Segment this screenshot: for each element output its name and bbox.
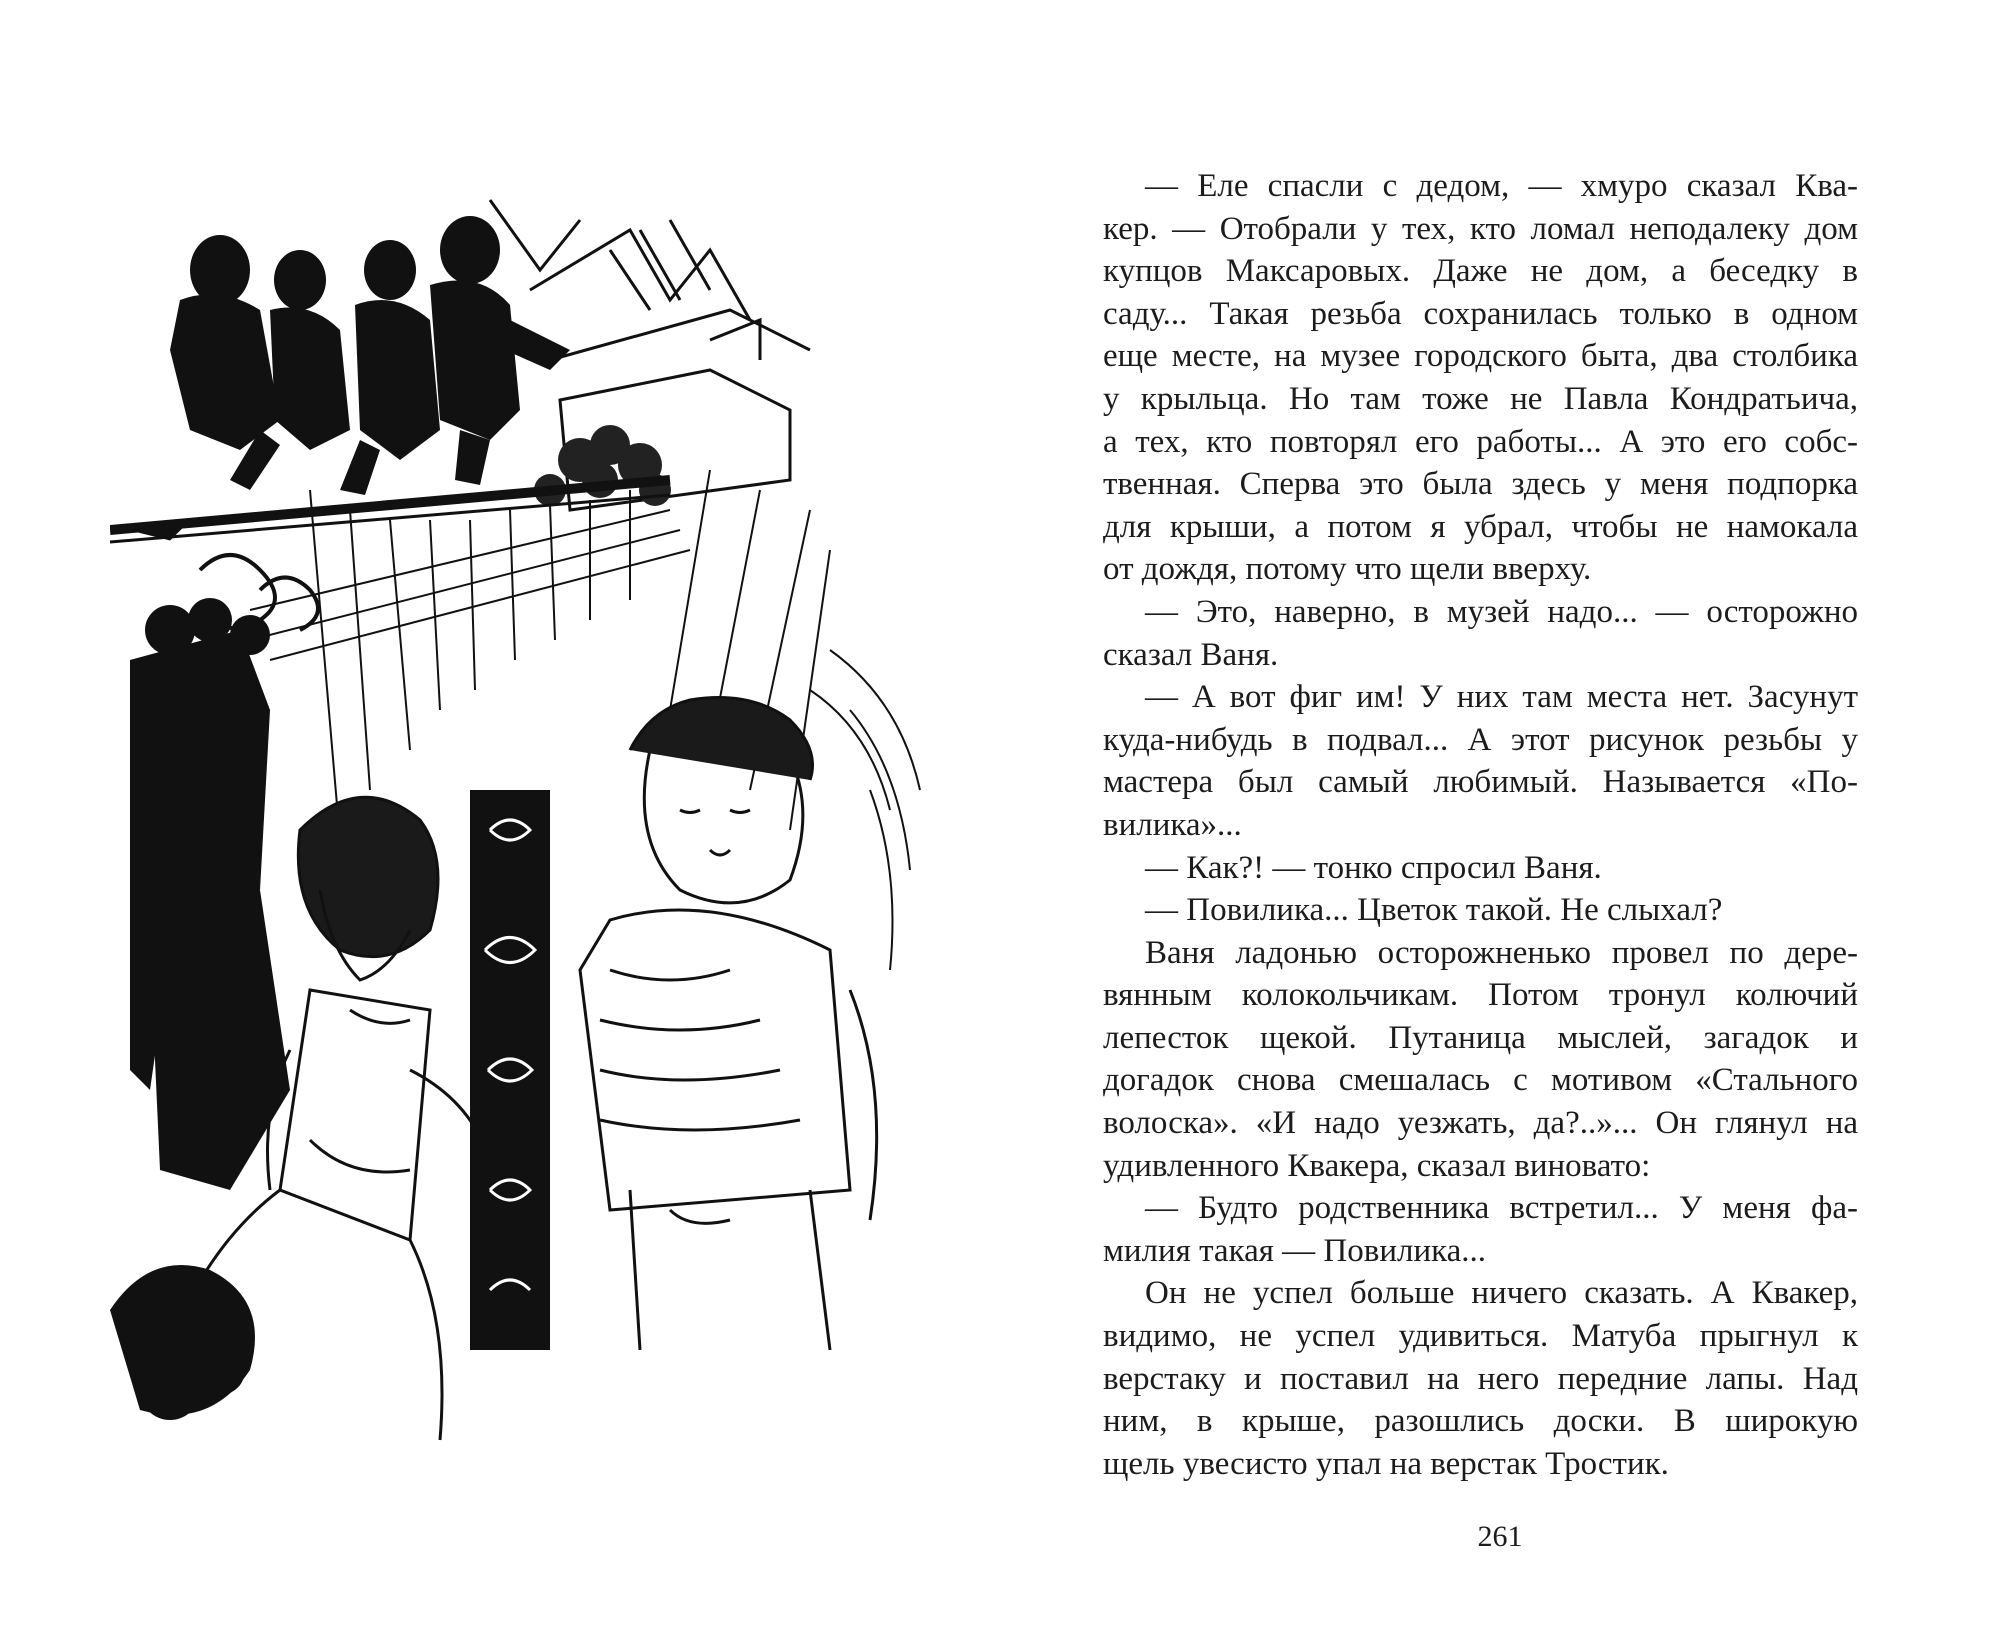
text-line: — Это, наверно, в музей надо... — осторожно [1145, 593, 1858, 630]
text-line: видимо, не успел удивиться. Матуба прыгнул к [1103, 1318, 1858, 1355]
wall-beam [110, 480, 670, 542]
text-line: волоска». «И надо уезжать, да?..»... Он глянул на [1103, 1105, 1858, 1142]
text-line: для крыши, а потом я убрал, чтобы не намокала [1103, 508, 1858, 545]
text-line: милия такая — Повилика... [1103, 1232, 1487, 1269]
text-line: — Еле спасли с дедом, — хмуро сказал Ква- [1145, 168, 1858, 204]
text-line: ним, в крыше, разошлись доски. В широкую [1103, 1403, 1858, 1440]
text-line: от дождя, потому что щели вверху. [1103, 551, 1592, 588]
text-line: у крыльца. Но там тоже не Павла Кондратьича, [1103, 380, 1858, 417]
text-line: — А вот фиг им! У них там места нет. Засунут [1145, 679, 1858, 716]
text-line: сказал Ваня. [1103, 636, 1279, 673]
text-line: догадок снова смешалась с мотивом «Стального [1103, 1062, 1858, 1099]
page-number: 261 [1477, 1520, 1523, 1553]
text-line: Он не успел больше ничего сказать. А Квакер, [1145, 1275, 1858, 1312]
text-line: твенная. Сперва это была здесь у меня подпорка [1103, 466, 1858, 503]
text-column [1103, 165, 1858, 1485]
carved-pillar [470, 790, 550, 1350]
text-line: — Повилика... Цветок такой. Не слыхал? [1145, 892, 1723, 929]
wall-hatching [250, 470, 830, 840]
boy-figure [580, 698, 877, 1351]
text-line: щель увесисто упал на верстак Тростик. [1103, 1445, 1669, 1482]
text-line: лепесток щекой. Путаница мыслей, загадок и [1103, 1019, 1858, 1056]
right-hatching [810, 650, 920, 970]
lower-foliage [110, 1265, 255, 1420]
text-line: саду... Такая резьба сохранилась только в одном [1103, 295, 1858, 332]
text-line: — Будто родственника встретил... У меня фа- [1145, 1190, 1858, 1227]
text-line: куда-нибудь в подвал... А этот рисунок резьбы у [1103, 721, 1858, 758]
text-line: вилика»... [1103, 806, 1242, 843]
text-line: — Как?! — тонко спросил Ваня. [1145, 849, 1602, 886]
text-line: вянным колокольчикам. Потом тронул колючий [1103, 977, 1858, 1014]
text-line: удивленного Квакера, сказал виновато: [1103, 1147, 1651, 1184]
text-line: верстаку и поставил на него передние лапы. Над [1103, 1360, 1858, 1397]
text-line: еще месте, на музее городского быта, два столбика [1103, 338, 1858, 375]
text-line: кер. — Отобрали у тех, кто ломал неподалеку дом [1103, 210, 1858, 247]
text-line: а тех, кто повторял его работы... А это его собс- [1103, 423, 1858, 460]
running-children [170, 216, 570, 495]
dark-foliage [130, 598, 290, 1190]
ink-illustration [110, 190, 970, 1490]
text-line: Ваня ладонью осторожненько провел по дере- [1145, 934, 1858, 971]
text-line: мастера был самый любимый. Называется «По- [1103, 764, 1858, 801]
text-line: купцов Максаровых. Даже не дом, а беседку в [1103, 253, 1858, 290]
